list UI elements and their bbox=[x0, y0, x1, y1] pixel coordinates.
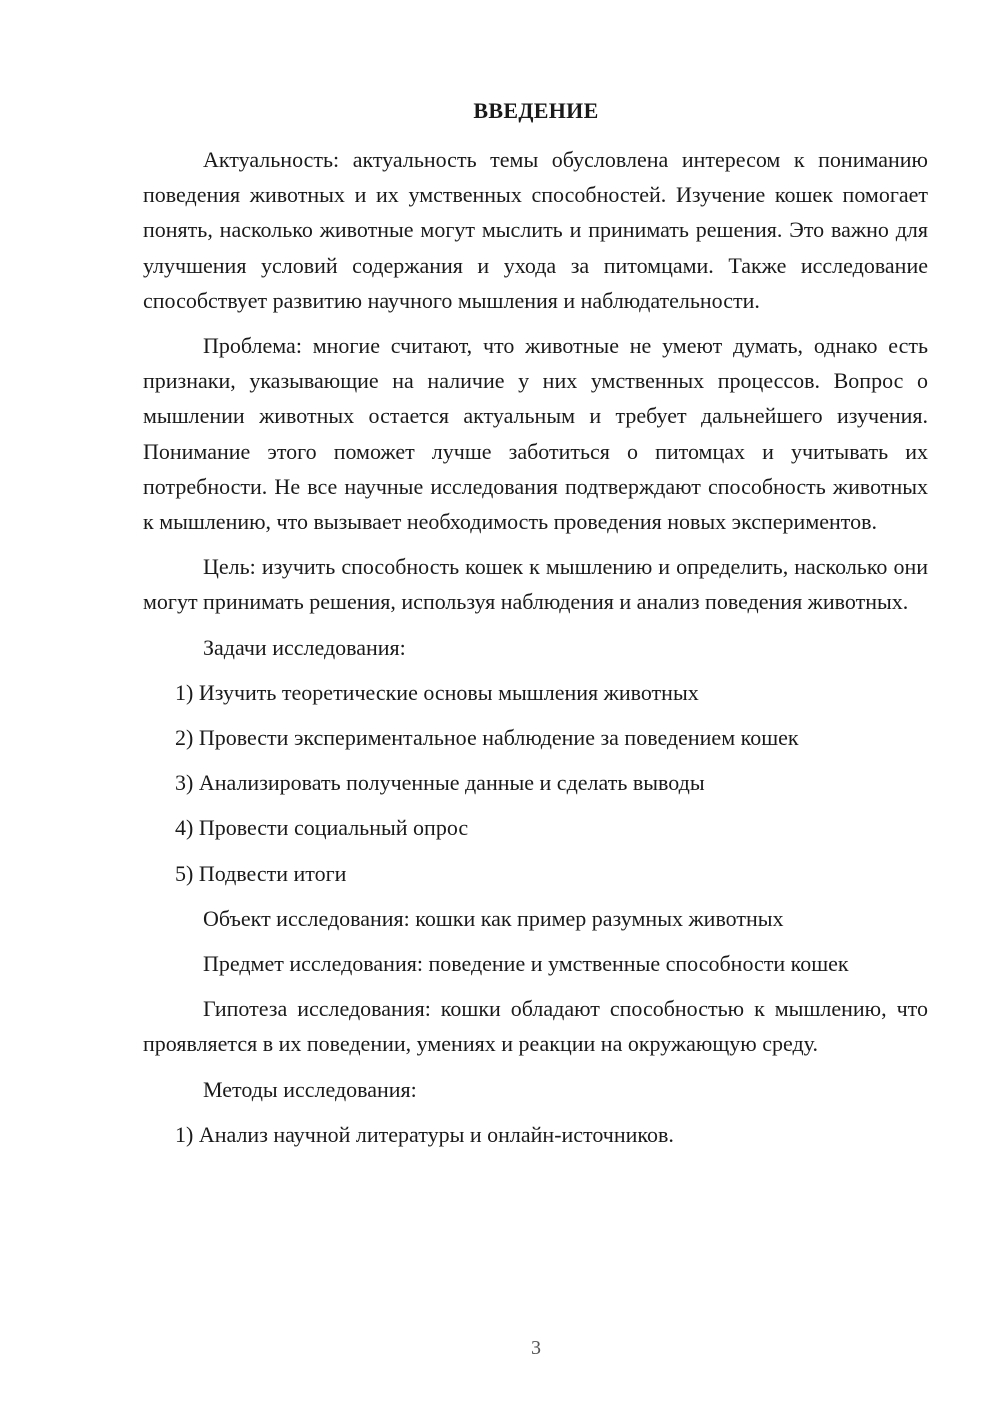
task-item: 3) Анализировать полученные данные и сделать выводы bbox=[175, 770, 705, 796]
task-item: 2) Провести экспериментальное наблюдение за поведением кошек bbox=[175, 725, 799, 751]
task-item: 5) Подвести итоги bbox=[175, 860, 347, 886]
methods-heading: Методы исследования: bbox=[203, 1076, 417, 1102]
subject-line: Предмет исследования: поведение и умственные способности кошек bbox=[203, 951, 849, 977]
hypothesis-paragraph: Гипотеза исследования: кошки обладают способностью к мышлению, что проявляется в их поведении, умениях и реакции на окружающую среду. bbox=[143, 996, 928, 1057]
tasks-heading: Задачи исследования: bbox=[203, 634, 406, 660]
task-item: 1) Изучить теоретические основы мышления животных bbox=[175, 679, 699, 705]
method-item: 1) Анализ научной литературы и онлайн-источников. bbox=[175, 1121, 674, 1147]
task-item: 4) Провести социальный опрос bbox=[175, 815, 469, 841]
object-line: Объект исследования: кошки как пример разумных животных bbox=[203, 905, 784, 931]
problem-paragraph: Проблема: многие считают, что животные не умеют думать, однако есть признаки, указывающие на наличие у них умственных процессов. Вопрос о мышлении животных остается актуальным и требует дальнейшего изучения. Понимание этого поможет лучше заботиться о питомцах и учитывать их потребности. Не все научные исследования подтверждают способность животных к мышлению, что вызывает необходимость проведения новых экспериментов. bbox=[143, 333, 928, 535]
page-number: 3 bbox=[531, 1337, 541, 1359]
page-title: ВВЕДЕНИЕ bbox=[473, 98, 599, 123]
document-body bbox=[143, 142, 928, 1162]
goal-paragraph: Цель: изучить способность кошек к мышлению и определить, насколько они могут принимать решения, используя наблюдения и анализ поведения животных. bbox=[143, 554, 928, 615]
relevance-paragraph: Актуальность: актуальность темы обусловлена интересом к пониманию поведения животных и их умственных способностей. Изучение кошек помогает понять, насколько животные могут мыслить и принимать решения. Это важно для улучшения условий содержания и ухода за питомцами. Также исследование способствует развитию научного мышления и наблюдательности. bbox=[143, 147, 928, 313]
